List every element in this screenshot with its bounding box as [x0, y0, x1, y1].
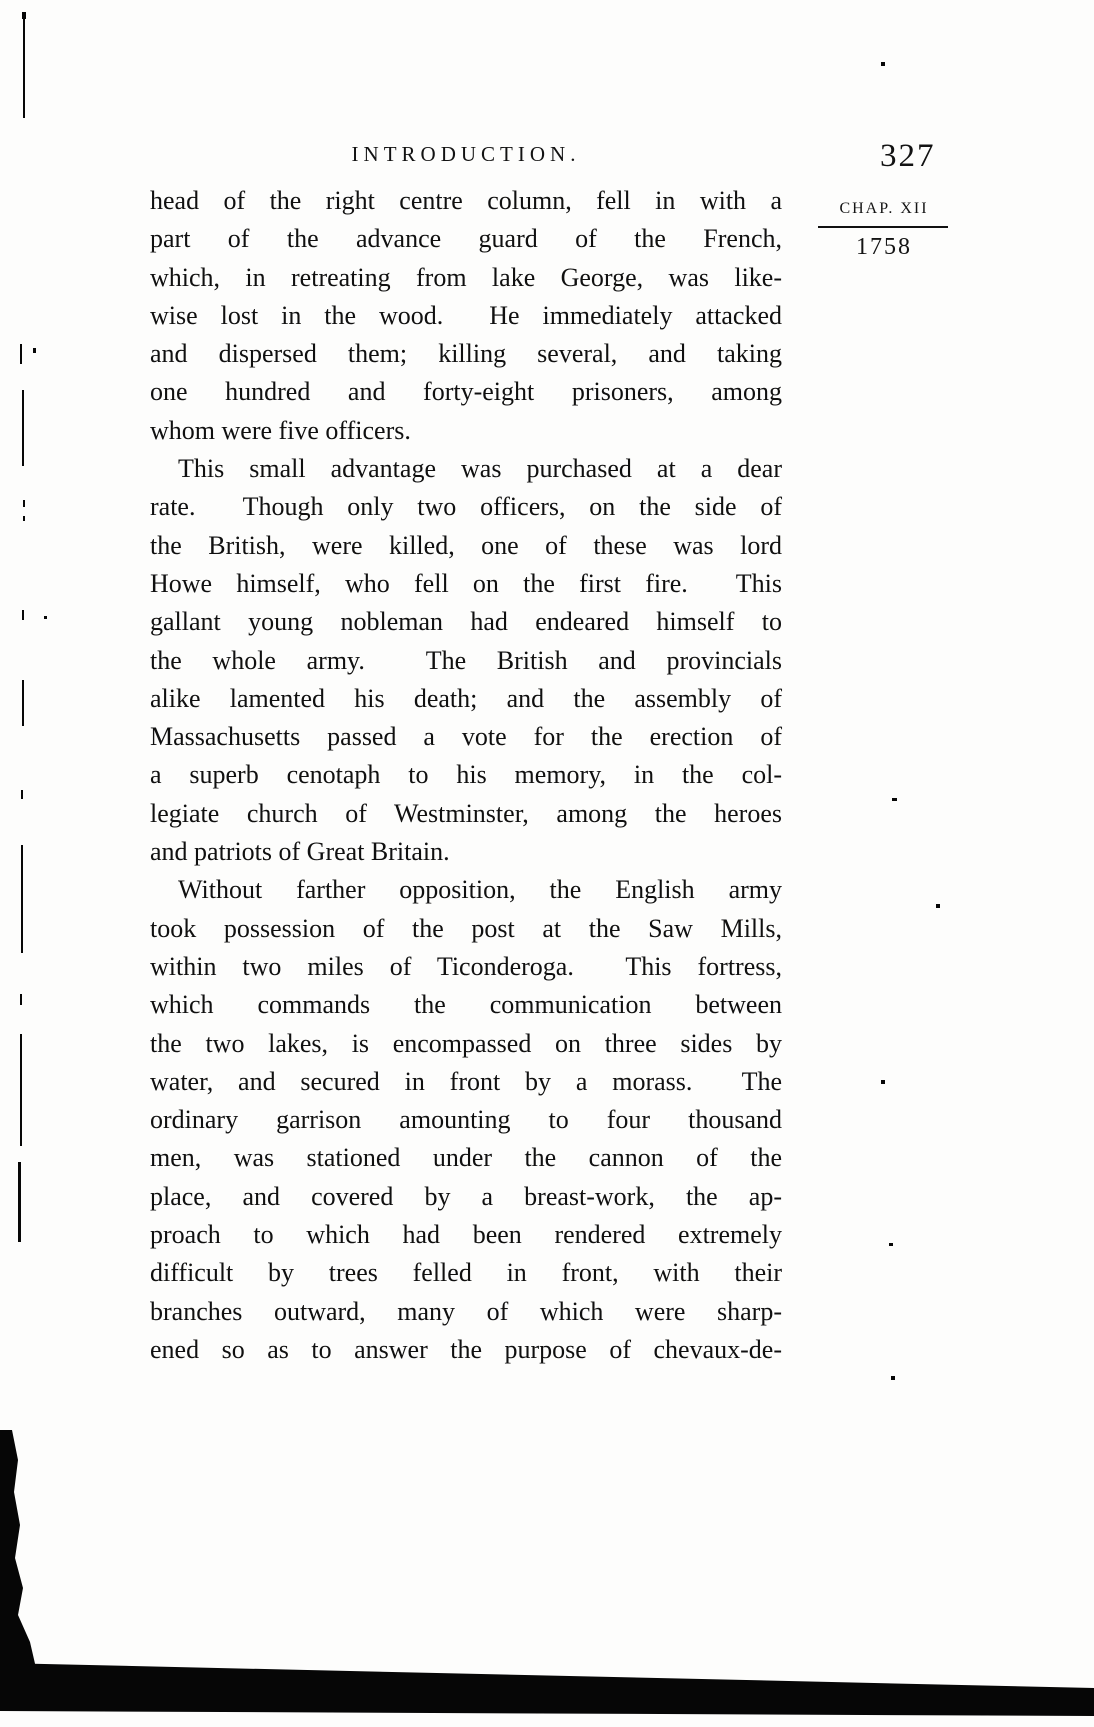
- text-line: which, in retreating from lake George, was like-: [150, 262, 782, 292]
- scan-edge-line: [23, 500, 25, 507]
- text-line: which commands the communication between: [150, 990, 782, 1020]
- scan-edge-line: [33, 348, 36, 353]
- scan-edge-line: [22, 390, 24, 466]
- text-line: ened so as to answer the purpose of chevaux-de-: [150, 1334, 782, 1364]
- text-line: alike lamented his death; and the assembly of: [150, 683, 782, 713]
- scan-edge-line: [21, 845, 23, 953]
- text-line: one hundred and forty-eight prisoners, among: [150, 377, 782, 407]
- scan-edge-line: [23, 516, 25, 521]
- text-line: Without farther opposition, the English army: [178, 875, 782, 905]
- text-line: a superb cenotaph to his memory, in the col-: [150, 760, 782, 790]
- text-line: ordinary garrison amounting to four thousand: [150, 1105, 782, 1135]
- text-line: took possession of the post at the Saw Mills,: [150, 913, 782, 943]
- text-line: the two lakes, is encompassed on three sides by: [150, 1028, 782, 1058]
- text-line: the British, were killed, one of these was lord: [150, 530, 782, 560]
- text-line: and dispersed them; killing several, and taking: [150, 339, 782, 369]
- scan-edge-line: [18, 1162, 21, 1242]
- text-line: branches outward, many of which were sharp-: [150, 1296, 782, 1326]
- scan-edge-line: [20, 994, 22, 1005]
- text-line: men, was stationed under the cannon of the: [150, 1143, 782, 1173]
- scan-speck: [889, 1243, 893, 1246]
- text-line: proach to which had been rendered extremely: [150, 1220, 782, 1250]
- text-line: wise lost in the wood. He immediately attacked: [150, 300, 782, 330]
- scan-edge-line: [23, 16, 25, 118]
- text-line: whom were five officers.: [150, 415, 411, 445]
- text-line: and patriots of Great Britain.: [150, 837, 450, 867]
- text-line: the whole army. The British and provincials: [150, 645, 782, 675]
- text-line: This small advantage was purchased at a dear: [178, 454, 782, 484]
- scan-edge-line: [21, 790, 23, 799]
- text-line: difficult by trees felled in front, with their: [150, 1258, 782, 1288]
- page-number: 327: [880, 138, 936, 174]
- text-line: within two miles of Ticonderoga. This fortress,: [150, 951, 782, 981]
- running-header: INTRODUCTION.: [351, 142, 581, 166]
- text-line: water, and secured in front by a morass. The: [150, 1066, 782, 1096]
- scan-speck: [936, 904, 940, 908]
- margin-note: [818, 200, 950, 261]
- text-line: Howe himself, who fell on the first fire. This: [150, 568, 782, 598]
- text-line: gallant young nobleman had endeared himself to: [150, 607, 782, 637]
- margin-year: 1758: [856, 234, 912, 260]
- text-line: part of the advance guard of the French,: [150, 224, 782, 254]
- text-line: Massachusetts passed a vote for the erection of: [150, 722, 782, 752]
- scan-edge-line: [22, 680, 24, 726]
- scan-edge-line: [22, 610, 24, 620]
- scan-edge-line: [20, 1034, 22, 1146]
- scan-bottom-bar: [0, 1430, 1094, 1727]
- text-line: place, and covered by a breast-work, the ap-: [150, 1181, 782, 1211]
- text-line: legiate church of Westminster, among the heroes: [150, 798, 782, 828]
- margin-rule: [818, 226, 948, 228]
- scan-speck: [881, 62, 885, 66]
- scan-speck: [881, 1080, 885, 1084]
- scan-speck: [891, 1376, 895, 1380]
- text-line: rate. Though only two officers, on the side of: [150, 492, 782, 522]
- margin-chapter-label: CHAP. XII: [839, 200, 929, 217]
- text-line: head of the right centre column, fell in with a: [150, 186, 782, 215]
- scan-speck: [44, 616, 47, 619]
- scan-speck: [892, 798, 897, 801]
- body-text: [150, 182, 782, 1369]
- scan-edge-line: [20, 344, 22, 364]
